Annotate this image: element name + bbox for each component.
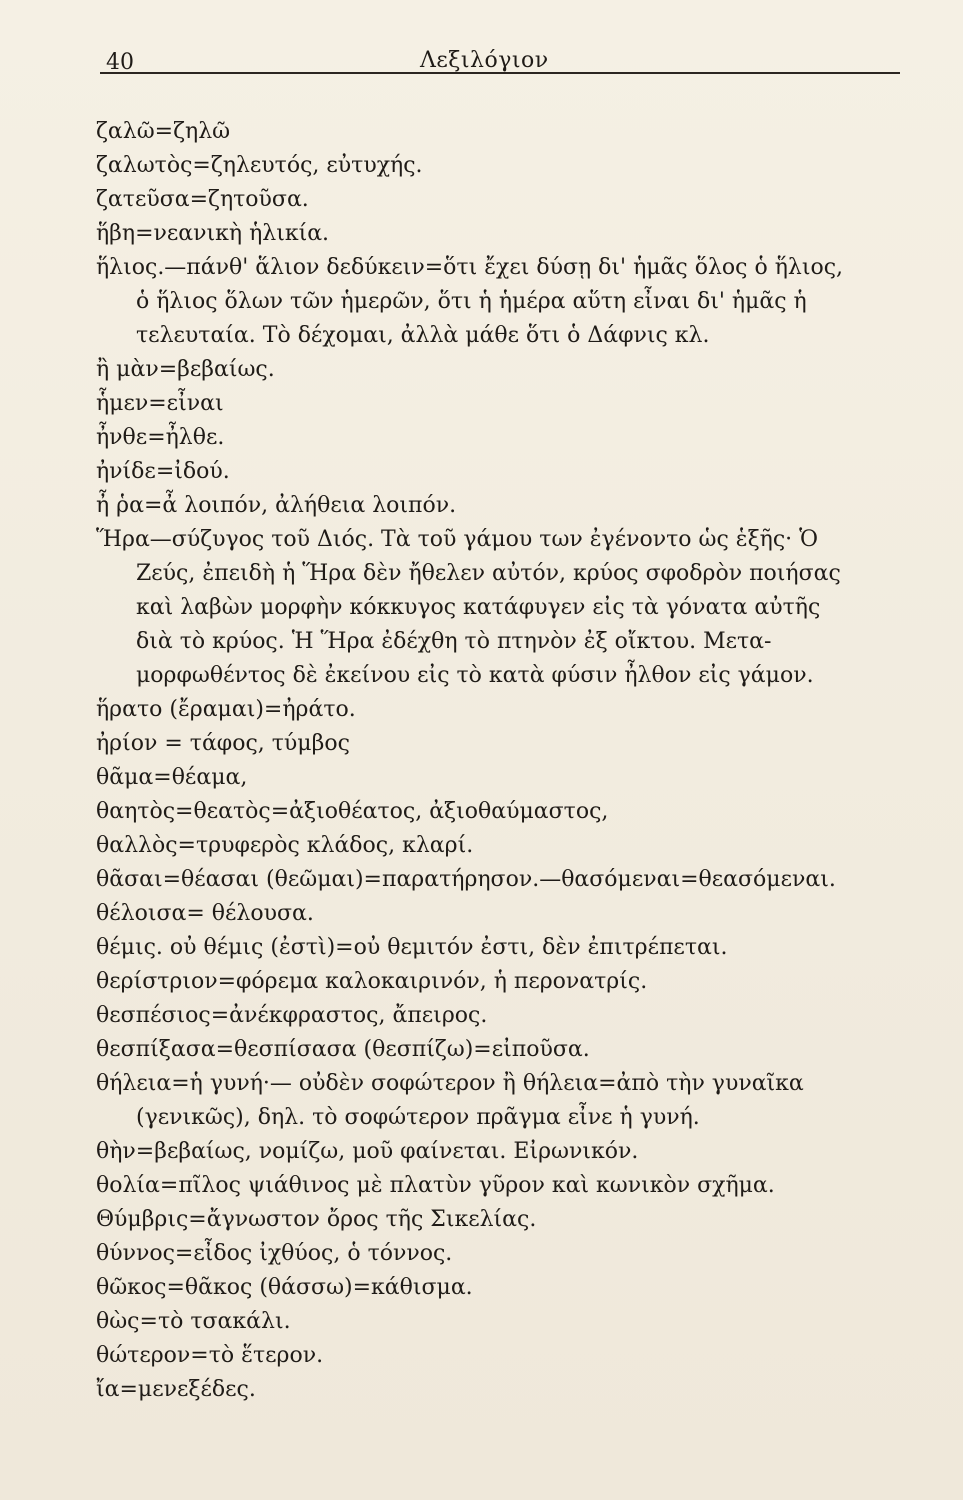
- glossary-entry: [96, 183, 916, 217]
- entry-continuation: διὰ τὸ κρύος. Ἡ Ἥρα ἐδέχθη τὸ πτηνὸν ἐξ οἴκτου. Μετα-: [136, 629, 772, 654]
- page-number: 40: [106, 50, 134, 75]
- glossary-entry: [96, 863, 916, 897]
- glossary-entry: [96, 1135, 916, 1169]
- entry-headline: θᾶσαι=θέασαι (θεῶμαι)=παρατήρησον.—θασόμεναι=θεασόμεναι.: [96, 867, 836, 892]
- entry-headline: ἦ ῥα=ἆ λοιπόν, ἀλήθεια λοιπόν.: [96, 493, 457, 518]
- entry-headline: θὼς=τὸ τσακάλι.: [96, 1309, 291, 1334]
- glossary-entry: [96, 251, 916, 353]
- glossary-entry: [96, 965, 916, 999]
- glossary-entry: [96, 421, 916, 455]
- glossary-entry: [96, 761, 916, 795]
- glossary-entry: [96, 1033, 916, 1067]
- entry-headline: θαλλὸς=τρυφερὸς κλάδος, κλαρί.: [96, 833, 474, 858]
- entry-continuation: τελευταία. Τὸ δέχομαι, ἀλλὰ μάθε ὅτι ὁ Δάφνις κλ.: [136, 323, 710, 348]
- glossary-entry: [96, 829, 916, 863]
- glossary-entry: [96, 1203, 916, 1237]
- header-rule: [100, 72, 900, 74]
- entry-continuation: (γενικῶς), δηλ. τὸ σοφώτερον πρᾶγμα εἶνε ἡ γυνή.: [136, 1105, 700, 1130]
- entry-headline: ζαλῶ=ζηλῶ: [96, 119, 231, 144]
- entry-headline: ἠνίδε=ἰδού.: [96, 459, 230, 484]
- glossary-entry: [96, 353, 916, 387]
- entry-headline: ζαλωτὸς=ζηλευτός, εὐτυχής.: [96, 153, 423, 178]
- entry-headline: θώτερον=τὸ ἕτερον.: [96, 1343, 324, 1368]
- glossary-entry: [96, 523, 916, 693]
- glossary-entry: [96, 149, 916, 183]
- entry-headline: θερίστριον=φόρεμα καλοκαιρινόν, ἡ περονατρίς.: [96, 969, 648, 994]
- entry-headline: ἦνθε=ἦλθε.: [96, 425, 225, 450]
- entry-headline: θήλεια=ἡ γυνή·— οὐδὲν σοφώτερον ἢ θήλεια=ἀπὸ τὴν γυναῖκα: [96, 1071, 804, 1096]
- glossary-entry: [96, 455, 916, 489]
- entry-headline: ἥβη=νεανικὴ ἡλικία.: [96, 221, 330, 246]
- glossary-entry: [96, 795, 916, 829]
- entry-headline: θολία=πῖλος ψιάθινος μὲ πλατὺν γῦρον καὶ κωνικὸν σχῆμα.: [96, 1173, 775, 1198]
- running-title: Λεξιλόγιον: [420, 48, 549, 73]
- entry-headline: θέμις. οὐ θέμις (ἐστὶ)=οὐ θεμιτόν ἐστι, δὲν ἐπιτρέπεται.: [96, 935, 728, 960]
- glossary-entry: [96, 1237, 916, 1271]
- entry-headline: ἥλιος.—πάνθ' ἅλιον δεδύκειν=ὅτι ἔχει δύσῃ δι' ἡμᾶς ὅλος ὁ ἥλιος,: [96, 255, 844, 280]
- glossary-entry: [96, 387, 916, 421]
- entry-continuation: ὁ ἥλιος ὅλων τῶν ἡμερῶν, ὅτι ἡ ἡμέρα αὕτη εἶναι δι' ἡμᾶς ἡ: [136, 289, 807, 314]
- glossary-entry: [96, 727, 916, 761]
- glossary-entries: [96, 115, 916, 1407]
- entry-continuation: καὶ λαβὼν μορφὴν κόκκυγος κατάφυγεν εἰς τὰ γόνατα αὐτῆς: [136, 595, 821, 620]
- entry-headline: θύννος=εἶδος ἰχθύος, ὁ τόννος.: [96, 1241, 453, 1266]
- glossary-entry: [96, 1339, 916, 1373]
- glossary-entry: [96, 489, 916, 523]
- entry-headline: ἠρίον = τάφος, τύμβος: [96, 731, 350, 756]
- glossary-entry: [96, 1305, 916, 1339]
- glossary-entry: [96, 217, 916, 251]
- entry-headline: θεσπίξασα=θεσπίσασα (θεσπίζω)=εἰποῦσα.: [96, 1037, 590, 1062]
- entry-continuation: Ζεύς, ἐπειδὴ ἡ Ἥρα δὲν ἤθελεν αὐτόν, κρύος σφοδρὸν ποιήσας: [136, 561, 841, 586]
- glossary-entry: [96, 931, 916, 965]
- entry-headline: ἴα=μενεξέδες.: [96, 1377, 256, 1402]
- glossary-entry: [96, 1067, 916, 1135]
- glossary-entry: [96, 999, 916, 1033]
- glossary-entry: [96, 1271, 916, 1305]
- entry-headline: θέλοισα= θέλουσα.: [96, 901, 314, 926]
- entry-headline: θῶκος=θᾶκος (θάσσω)=κάθισμα.: [96, 1275, 473, 1300]
- glossary-entry: [96, 693, 916, 727]
- glossary-entry: [96, 1169, 916, 1203]
- entry-headline: ἢ μὰν=βεβαίως.: [96, 357, 275, 382]
- page-header: [100, 40, 900, 80]
- entry-headline: Θύμβρις=ἄγνωστον ὄρος τῆς Σικελίας.: [96, 1207, 537, 1232]
- entry-headline: ἧμεν=εἶναι: [96, 391, 224, 416]
- entry-headline: ζατεῦσα=ζητοῦσα.: [96, 187, 309, 212]
- glossary-entry: [96, 1373, 916, 1407]
- entry-continuation: μορφωθέντος δὲ ἐκείνου εἰς τὸ κατὰ φύσιν ἦλθον εἰς γάμον.: [136, 663, 814, 688]
- entry-headline: θεσπέσιος=ἀνέκφραστος, ἄπειρος.: [96, 1003, 488, 1028]
- entry-headline: Ἥρα—σύζυγος τοῦ Διός. Τὰ τοῦ γάμου των ἐγένοντο ὡς ἑξῆς· Ὁ: [96, 527, 819, 552]
- entry-headline: θαητὸς=θεατὸς=ἀξιοθέατος, ἀξιοθαύμαστος,: [96, 799, 609, 824]
- glossary-entry: [96, 897, 916, 931]
- entry-headline: ἥρατο (ἔραμαι)=ἠράτο.: [96, 697, 356, 722]
- glossary-entry: [96, 115, 916, 149]
- entry-headline: θὴν=βεβαίως, νομίζω, μοῦ φαίνεται. Εἰρωνικόν.: [96, 1139, 639, 1164]
- entry-headline: θᾶμα=θέαμα,: [96, 765, 248, 790]
